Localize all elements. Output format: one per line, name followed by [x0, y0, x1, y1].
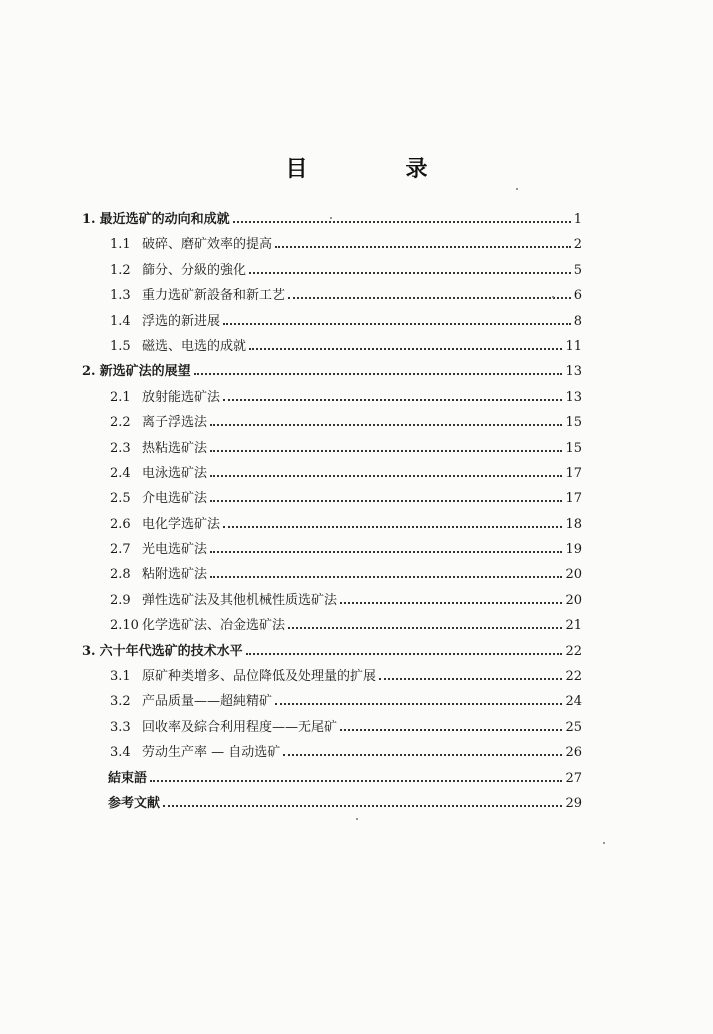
- scan-speck: [603, 842, 605, 844]
- toc-entry-page: 13: [565, 364, 582, 380]
- toc-entry-number: 1.4: [110, 313, 131, 329]
- toc-entry-title: 最近选矿的动向和成就: [99, 212, 230, 227]
- toc-entry-number: 3.2: [110, 694, 131, 710]
- scan-speck: [552, 296, 554, 298]
- toc-entry: [82, 411, 582, 436]
- toc-entry-page: 11: [565, 338, 582, 354]
- toc-entry-title: 重力选矿新設备和新工艺: [142, 288, 286, 304]
- toc-leader-dots: [249, 272, 571, 274]
- toc-entry: [82, 310, 582, 335]
- toc-entry-number: 2.2: [110, 415, 131, 431]
- toc-entry-title: 磁选、电选的成就: [142, 338, 247, 354]
- toc-entry-page: 22: [565, 643, 582, 659]
- toc-entry-page: 20: [565, 592, 582, 608]
- scan-speck: [330, 217, 332, 219]
- toc-entry-title: 放射能选矿法: [142, 389, 221, 405]
- toc-entry-page: 15: [565, 415, 582, 431]
- toc-entry: [82, 563, 582, 588]
- toc-entry-number: 2.1: [110, 389, 131, 405]
- toc-leader-dots: [340, 729, 562, 731]
- toc-entry-page: 15: [565, 440, 582, 456]
- toc-entry-number: 1.: [82, 212, 96, 227]
- toc-entry-title: 产品质量——超純精矿: [142, 694, 273, 710]
- toc-leader-dots: [210, 475, 562, 477]
- toc-entry: [82, 741, 582, 766]
- toc-entry-number: 2.8: [110, 567, 131, 583]
- toc-entry-page: 26: [565, 745, 582, 761]
- toc-leader-dots: [210, 424, 562, 426]
- toc-entry-title: 化学选矿法、冶金选矿法: [142, 618, 286, 634]
- toc-leader-dots: [288, 627, 562, 629]
- toc-entry: [82, 284, 582, 309]
- toc-leader-dots: [210, 500, 562, 502]
- toc-entry-page: 27: [565, 770, 582, 786]
- toc-leader-dots: [340, 602, 562, 604]
- toc-leader-dots: [223, 399, 562, 401]
- toc-entry: [82, 538, 582, 563]
- toc-entry-page: 6: [573, 288, 582, 304]
- toc-leader-dots: [379, 678, 562, 680]
- toc-entry-title: 电泳选矿法: [142, 465, 208, 481]
- toc-entry-number: 3.4: [110, 745, 131, 761]
- toc-entry-page: 1: [573, 212, 582, 227]
- toc-leader-dots: [210, 551, 562, 553]
- toc-entry: [82, 767, 582, 792]
- toc-entry-page: 25: [565, 719, 582, 735]
- toc-leader-dots: [275, 703, 562, 705]
- toc-entry: [82, 716, 582, 741]
- table-of-contents: [82, 208, 582, 817]
- toc-entry-title: 原矿种类增多、品位降低及处理量的扩展: [142, 669, 377, 685]
- toc-entry: [82, 589, 582, 614]
- toc-entry-number: 1.3: [110, 288, 131, 304]
- toc-entry: [82, 665, 582, 690]
- scan-speck: [356, 818, 358, 820]
- page-title: 目 录: [285, 157, 466, 182]
- toc-entry-page: 21: [565, 618, 582, 634]
- toc-entry-page: 2: [573, 237, 582, 253]
- toc-entry: [82, 792, 582, 817]
- toc-entry-number: 2.10: [110, 618, 139, 634]
- toc-leader-dots: [275, 246, 571, 248]
- toc-entry-title: 热粘选矿法: [142, 440, 208, 456]
- toc-entry-number: 1.1: [110, 237, 131, 253]
- toc-entry: [82, 386, 582, 411]
- toc-entry-title: 浮选的新进展: [142, 313, 221, 329]
- toc-leader-dots: [223, 526, 562, 528]
- toc-leader-dots: [288, 297, 571, 299]
- toc-leader-dots: [283, 754, 562, 756]
- toc-leader-dots: [246, 653, 563, 655]
- toc-entry-page: 18: [565, 516, 582, 532]
- toc-leader-dots: [223, 323, 571, 325]
- toc-entry: [82, 437, 582, 462]
- toc-entry-title: 光电选矿法: [142, 542, 208, 558]
- toc-entry-title: 离子浮选法: [142, 415, 208, 431]
- toc-entry-page: 13: [565, 389, 582, 405]
- toc-entry-number: 2.7: [110, 542, 131, 558]
- toc-entry-number: 2.4: [110, 465, 131, 481]
- toc-entry-title: 电化学选矿法: [142, 516, 221, 532]
- toc-entry: [82, 360, 582, 385]
- toc-entry-page: 19: [565, 542, 582, 558]
- toc-leader-dots: [163, 805, 562, 807]
- toc-entry-title: 劳动生产率 — 自动选矿: [142, 745, 281, 761]
- toc-entry-page: 17: [565, 491, 582, 507]
- toc-entry-title: 破碎、磨矿效率的提高: [142, 237, 273, 253]
- toc-entry-title: 結束語: [108, 770, 148, 786]
- toc-leader-dots: [210, 450, 562, 452]
- toc-entry-number: 2.3: [110, 440, 131, 456]
- toc-entry: [82, 640, 582, 665]
- toc-entry-title: 弹性选矿法及其他机械性质选矿法: [142, 592, 338, 608]
- toc-entry: [82, 690, 582, 715]
- toc-leader-dots: [249, 348, 562, 350]
- toc-entry-page: 5: [573, 262, 582, 278]
- toc-entry-number: 1.5: [110, 338, 131, 354]
- toc-entry-page: 29: [565, 795, 582, 811]
- toc-entry-page: 24: [565, 694, 582, 710]
- toc-entry-number: 3.: [82, 643, 96, 659]
- toc-leader-dots: [150, 780, 562, 782]
- toc-entry-title: 参考文献: [108, 795, 161, 811]
- toc-entry-page: 17: [565, 465, 582, 481]
- toc-leader-dots: [194, 373, 563, 375]
- toc-entry-number: 2.9: [110, 592, 131, 608]
- toc-entry: [82, 462, 582, 487]
- toc-entry-number: 3.1: [110, 669, 131, 685]
- toc-entry-title: 篩分、分級的強化: [142, 262, 247, 278]
- toc-entry: [82, 233, 582, 258]
- toc-entry: [82, 335, 582, 360]
- toc-entry-number: 3.3: [110, 719, 131, 735]
- toc-entry-number: 1.2: [110, 262, 131, 278]
- toc-entry-page: 8: [573, 313, 582, 329]
- toc-entry-title: 六十年代选矿的技术水平: [99, 643, 243, 659]
- toc-entry-title: 粘附选矿法: [142, 567, 208, 583]
- toc-entry-number: 2.: [82, 364, 96, 380]
- toc-entry: [82, 487, 582, 512]
- toc-entry: [82, 513, 582, 538]
- toc-entry-number: 2.5: [110, 491, 131, 507]
- toc-entry: [82, 614, 582, 639]
- toc-entry-title: 回收率及綜合利用程度——无尾矿: [142, 719, 338, 735]
- toc-entry: [82, 208, 582, 233]
- toc-entry-page: 20: [565, 567, 582, 583]
- toc-entry: [82, 259, 582, 284]
- toc-entry-number: 2.6: [110, 516, 131, 532]
- toc-entry-page: 22: [565, 669, 582, 685]
- scan-speck: [516, 188, 518, 190]
- toc-entry-title: 新选矿法的展望: [99, 364, 191, 380]
- toc-entry-title: 介电选矿法: [142, 491, 208, 507]
- toc-leader-dots: [210, 576, 562, 578]
- toc-leader-dots: [233, 221, 571, 223]
